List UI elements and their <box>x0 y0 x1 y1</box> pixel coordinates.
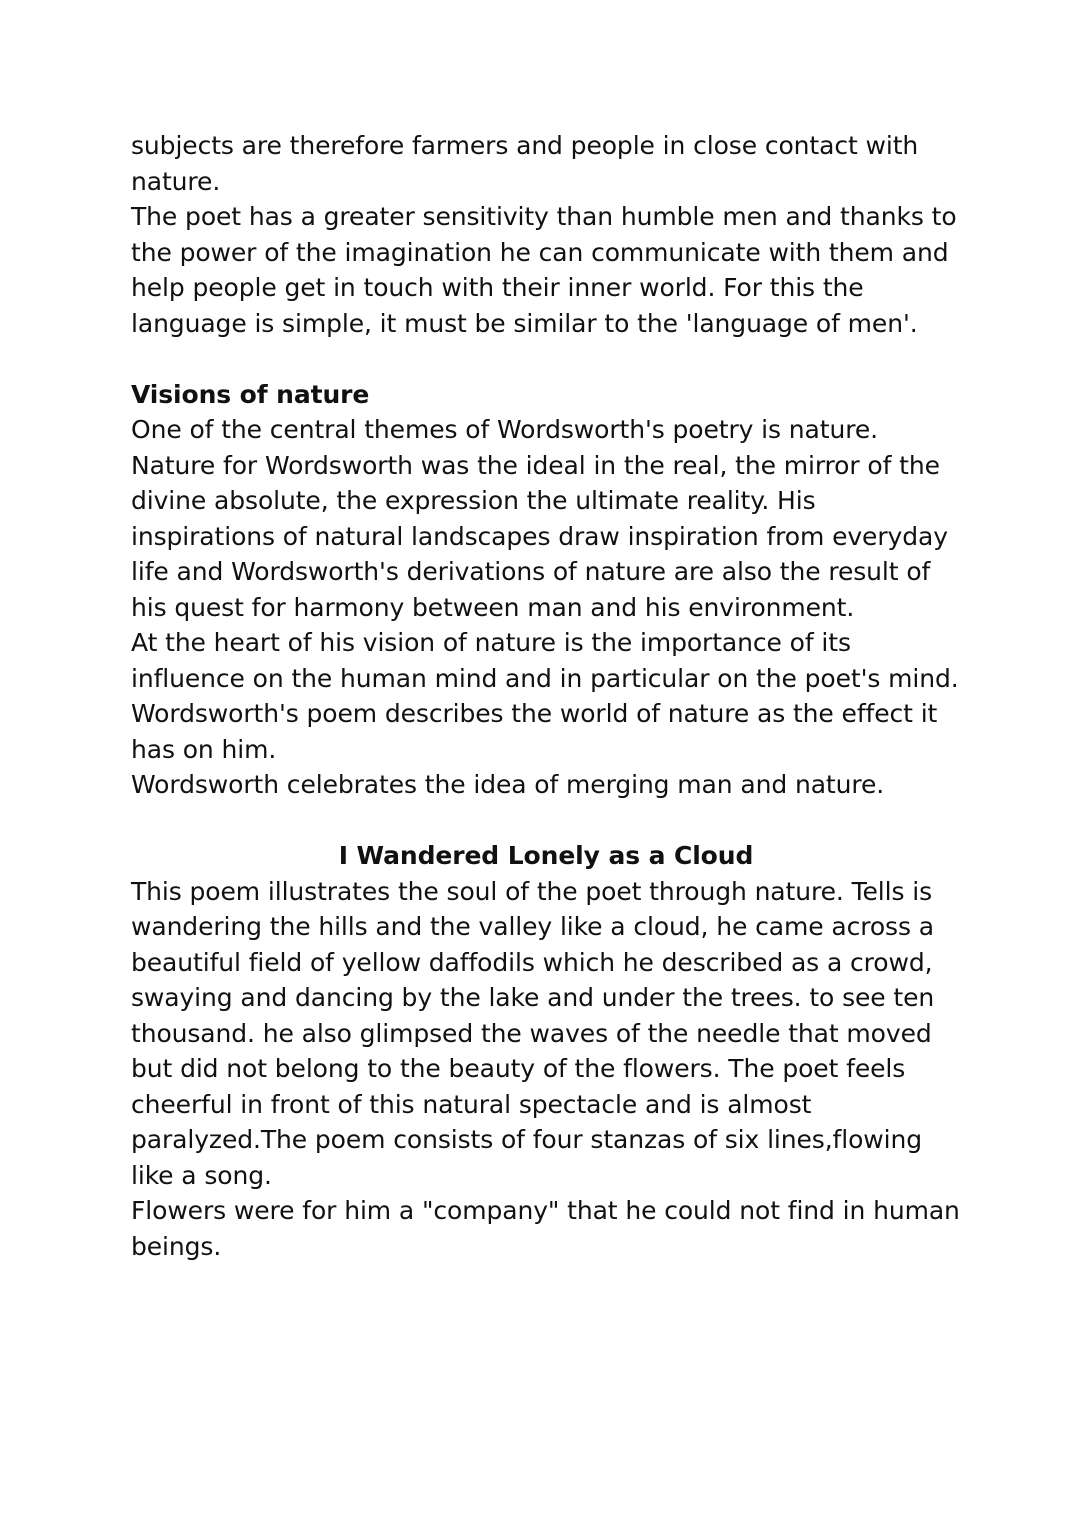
intro-paragraph-2: The poet has a greater sensitivity than humble men and thanks to the power of the imagination he can communicate with them and help people get in touch with their inner world. For this the language is simple, it must be similar to the 'language of men'. <box>131 202 957 338</box>
visions-paragraph-2: At the heart of his vision of nature is the importance of its influence on the human mind and in particular on the poet's mind. Wordsworth's poem describes the world of nature as the effect it has on him. <box>131 628 959 764</box>
poem-paragraph-1: This poem illustrates the soul of the poet through nature. Tells is wandering the hills and the valley like a cloud, he came across a beautiful field of yellow daffodils which he described as a crowd, swaying and dancing by the lake and under the trees. to see ten thousand. he also glimpsed the waves of the needle that moved but did not belong to the beauty of the flowers. The poet feels cheerful in front of this natural spectacle and is almost paralyzed.The poem consists of four stanzas of six lines,flowing like a song. <box>131 876 935 1190</box>
visions-paragraph-1: One of the central themes of Wordsworth's poetry is nature. Nature for Wordsworth was the ideal in the real, the mirror of the divine absolute, the expression the ultimate reality. His inspirations of natural landscapes draw inspiration from everyday life and Wordsworth's derivations of nature are also the result of his quest for harmony between man and his environment. <box>131 415 948 622</box>
poem-paragraph-2: Flowers were for him a "company" that he could not find in human beings. <box>131 1196 960 1261</box>
intro-paragraph-1: subjects are therefore farmers and people in close contact with nature. <box>131 131 919 196</box>
spacer <box>131 803 961 839</box>
document-page <box>131 128 961 1264</box>
visions-paragraph-3: Wordsworth celebrates the idea of merging man and nature. <box>131 770 885 799</box>
section-heading-visions: Visions of nature <box>131 379 370 409</box>
spacer <box>131 341 961 377</box>
section-heading-poem: I Wandered Lonely as a Cloud <box>338 841 754 870</box>
